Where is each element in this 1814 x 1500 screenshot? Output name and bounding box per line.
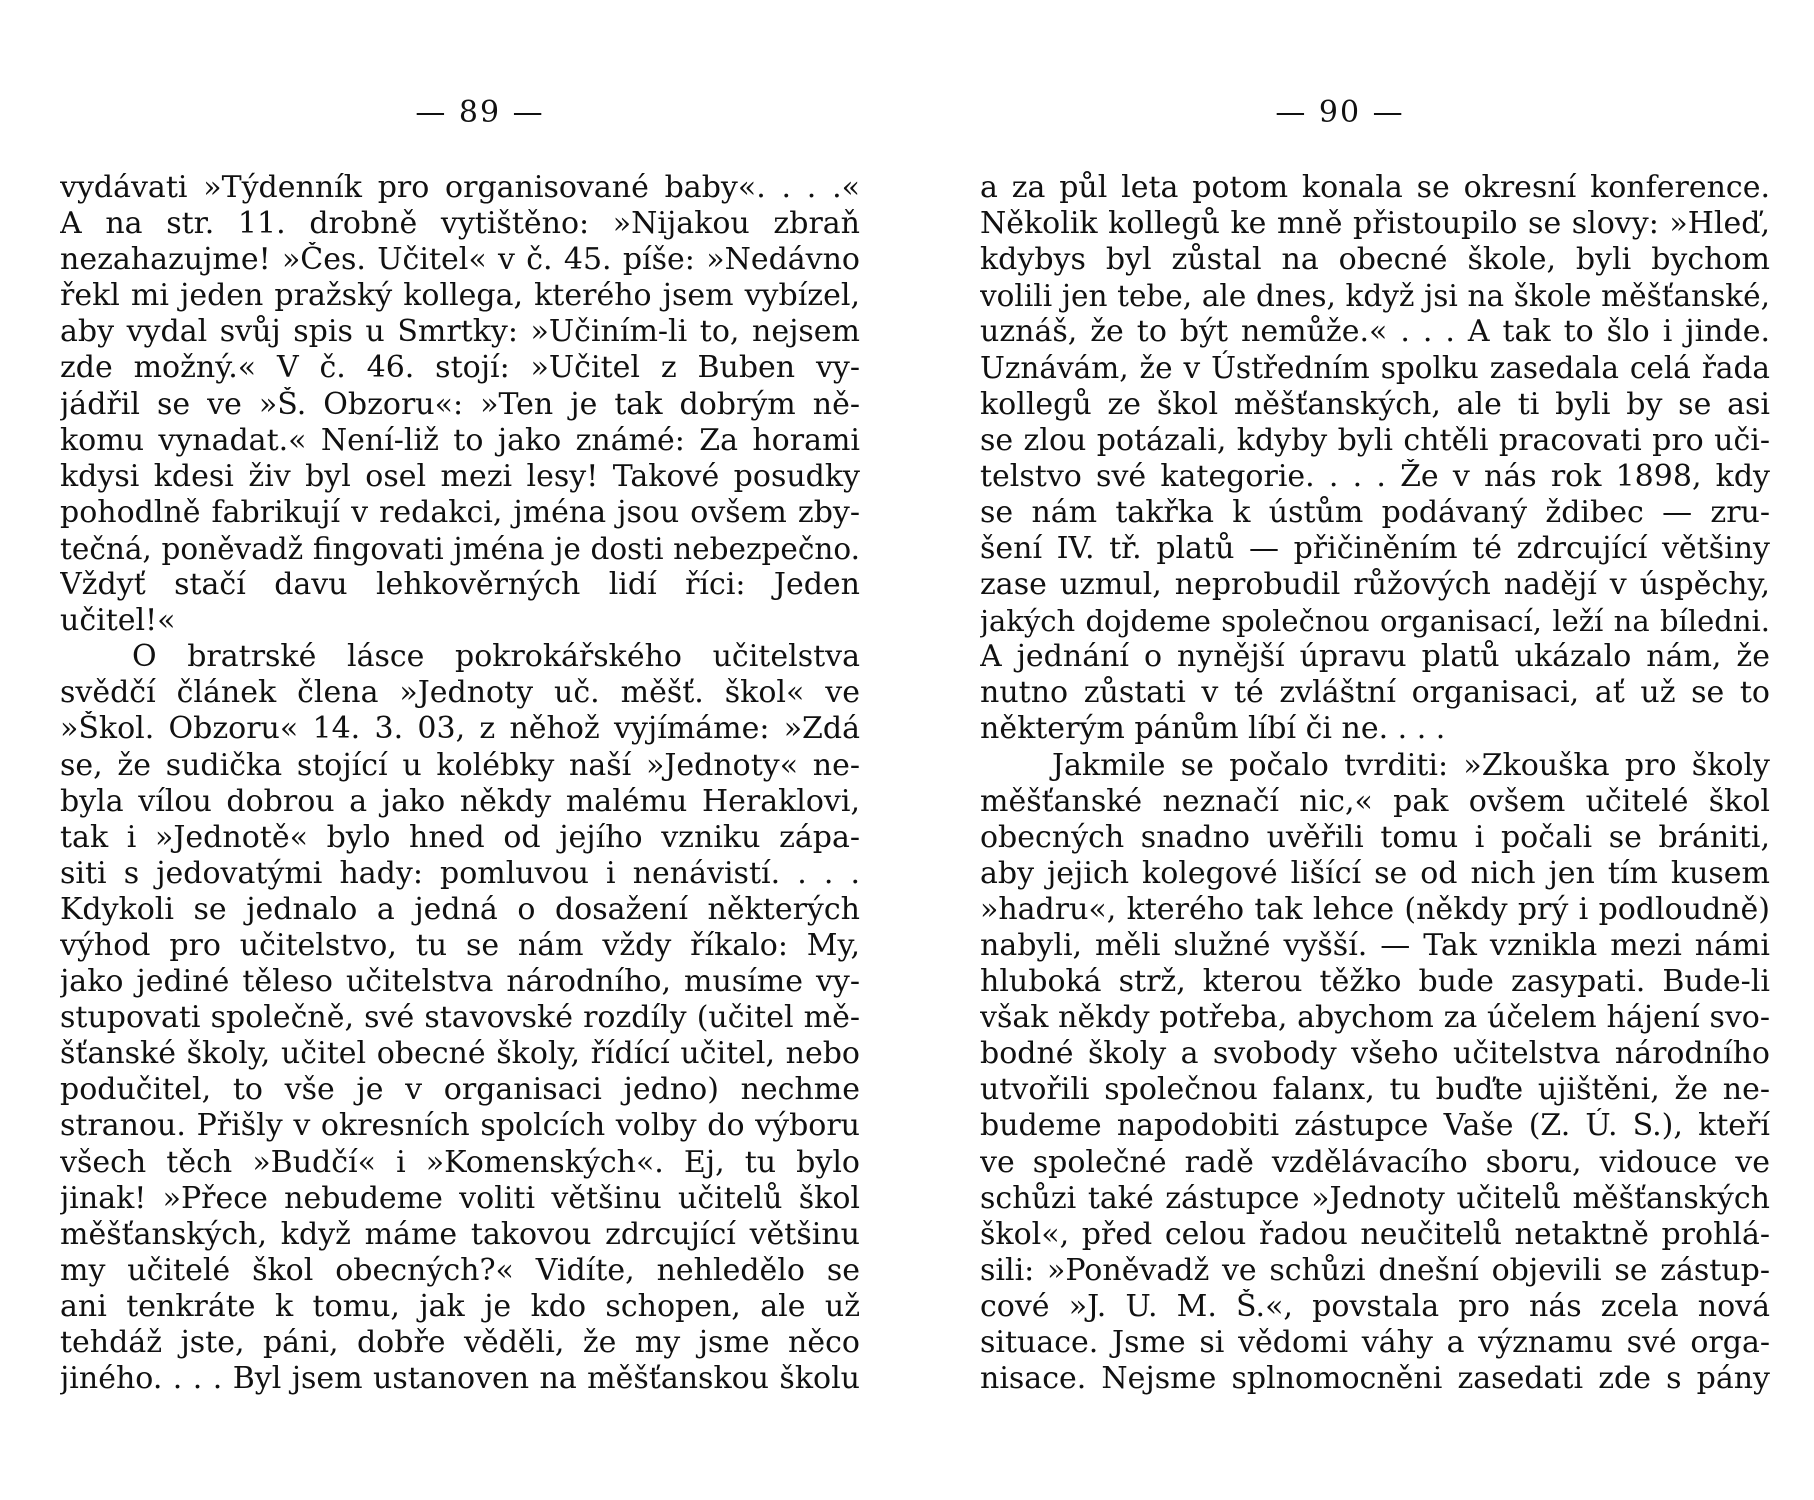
text-line: však někdy potřeba, abychom za účelem hájení svo- bbox=[980, 1000, 1770, 1036]
text-line: hluboká strž, kterou těžko bude zasypati. Bude-li bbox=[980, 964, 1770, 1000]
text-line: měšťanských, když máme takovou zdrcující většinu bbox=[60, 1216, 860, 1252]
text-line: tehdáž jste, páni, dobře věděli, že my jsme něco bbox=[60, 1325, 860, 1360]
text-line: nisace. Nejsme splnomocněni zasedati zde s pány bbox=[980, 1361, 1770, 1397]
text-line: svědčí článek člena »Jednoty uč. měšť. škol« ve bbox=[60, 675, 860, 711]
text-line: a za půl leta potom konala se okresní konference. bbox=[980, 170, 1770, 205]
text-line: jako jediné těleso učitelstva národního, musíme vy- bbox=[60, 964, 860, 1000]
right-page-text bbox=[980, 170, 1770, 1397]
text-line: jiného. . . . Byl jsem ustanoven na měšťanskou školu bbox=[60, 1361, 860, 1397]
text-line: my učitelé škol obecných?« Vidíte, nehledělo se bbox=[60, 1252, 860, 1288]
text-line: cové »J. U. M. Š.«, povstala pro nás zcela nová bbox=[980, 1288, 1770, 1324]
text-line: bodné školy a svobody všeho učitelstva národního bbox=[980, 1036, 1770, 1072]
text-line: se zlou potázali, kdyby byli chtěli pracovati pro uči- bbox=[980, 422, 1770, 458]
text-line: nutno zůstati v té zvláštní organisaci, ať už se to bbox=[980, 675, 1770, 711]
text-line: stupovati společně, své stavovské rozdíly (učitel mě- bbox=[60, 1000, 860, 1036]
text-line: telstvo své kategorie. . . . Že v nás rok 1898, kdy bbox=[980, 458, 1770, 494]
text-line: budeme napodobiti zástupce Vaše (Z. Ú. S.), kteří bbox=[980, 1108, 1770, 1144]
text-line: stranou. Přišly v okresních spolcích volby do výboru bbox=[60, 1108, 860, 1144]
text-line: byla vílou dobrou a jako někdy malému Heraklovi, bbox=[60, 783, 860, 819]
text-line: se, že sudička stojící u kolébky naší »Jednoty« ne- bbox=[60, 747, 860, 783]
left-page-text bbox=[60, 170, 860, 1397]
text-line: »Škol. Obzoru« 14. 3. 03, z něhož vyjímáme: »Zdá bbox=[60, 711, 860, 747]
text-line: volili jen tebe, ale dnes, když jsi na škole měšťanské, bbox=[980, 279, 1770, 314]
text-line: některým pánům líbí či ne. . . . bbox=[980, 711, 1446, 747]
text-line: jakých dojdeme společnou organisací, leží na bíledni. bbox=[980, 604, 1770, 639]
text-line: řekl mi jeden pražský kollega, kterého jsem vybízel, bbox=[60, 278, 860, 314]
text-line: zde možný.« V č. 46. stojí: »Učitel z Buben vy- bbox=[60, 350, 860, 386]
text-line: nabyli, měli služné vyšší. — Tak vznikla mezi námi bbox=[980, 927, 1770, 963]
text-line: kdybys byl zůstal na obecné škole, byli bychom bbox=[980, 242, 1770, 278]
text-line: se nám takřka k ústům podávaný ždibec — zru- bbox=[980, 494, 1770, 530]
text-line: A na str. 11. drobně vytištěno: »Nijakou zbraň bbox=[60, 206, 860, 242]
text-line: jádřil se ve »Š. Obzoru«: »Ten je tak dobrým ně- bbox=[60, 386, 860, 422]
text-line: všech těch »Budčí« i »Komenských«. Ej, tu bylo bbox=[60, 1144, 860, 1180]
text-line: podučitel, to vše je v organisaci jedno) nechme bbox=[60, 1072, 860, 1108]
text-line: Kdykoli se jednalo a jedná o dosažení některých bbox=[60, 891, 860, 927]
text-line: utvořili společnou falanx, tu buďte ujištěni, že ne- bbox=[980, 1072, 1770, 1108]
text-line: uznáš, že to být nemůže.« . . . A tak to šlo i jinde. bbox=[980, 314, 1770, 350]
page-number-left: — 89 — bbox=[415, 95, 545, 130]
text-line: učitel!« bbox=[60, 603, 176, 639]
text-line: Uznávám, že v Ústředním spolku zasedala celá řada bbox=[980, 351, 1770, 386]
text-line: kollegů ze škol měšťanských, ale ti byli by se asi bbox=[980, 386, 1770, 422]
text-line: Několik kollegů ke mně přistoupilo se slovy: »Hleď, bbox=[980, 206, 1770, 242]
text-line: jinak! »Přece nebudeme voliti většinu učitelů škol bbox=[60, 1180, 860, 1216]
text-line: situace. Jsme si vědomi váhy a významu své orga- bbox=[980, 1325, 1770, 1360]
text-line: O bratrské lásce pokrokářského učitelstva bbox=[132, 639, 860, 675]
text-line: aby vydal svůj spis u Smrtky: »Učiním-li to, nejsem bbox=[60, 314, 860, 350]
text-line: komu vynadat.« Není-liž to jako známé: Za horami bbox=[60, 422, 860, 458]
right-page bbox=[980, 0, 1770, 1500]
text-line: sili: »Poněvadž ve schůzi dnešní objevili se zástup- bbox=[980, 1252, 1770, 1288]
text-line: výhod pro učitelstvo, tu se nám vždy říkalo: My, bbox=[60, 927, 860, 963]
text-line: škol«, před celou řadou neučitelů netaktně prohlá- bbox=[980, 1216, 1770, 1252]
text-line: siti s jedovatými hady: pomluvou i nenávistí. . . . bbox=[60, 855, 860, 891]
text-line: šťanské školy, učitel obecné školy, řídící učitel, nebo bbox=[60, 1036, 860, 1072]
text-line: Jakmile se počalo tvrditi: »Zkouška pro školy bbox=[1052, 747, 1770, 783]
text-line: měšťanské neznačí nic,« pak ovšem učitelé škol bbox=[980, 783, 1770, 819]
text-line: pohodlně fabrikují v redakci, jména jsou ovšem zby- bbox=[60, 494, 860, 530]
text-line: schůzi také zástupce »Jednoty učitelů měšťanských bbox=[980, 1180, 1770, 1216]
text-line: ve společné radě vzdělávacího sboru, vidouce ve bbox=[980, 1144, 1770, 1180]
text-line: Vždyť stačí davu lehkověrných lidí říci: Jeden bbox=[60, 567, 860, 603]
text-line: nezahazujme! »Čes. Učitel« v č. 45. píše: »Nedávno bbox=[60, 242, 860, 278]
text-line: ani tenkráte k tomu, jak je kdo schopen, ale už bbox=[60, 1288, 860, 1324]
text-line: šení IV. tř. platů — přičiněním té zdrcující většiny bbox=[980, 530, 1770, 566]
text-line: tak i »Jednotě« bylo hned od jejího vzniku zápa- bbox=[60, 819, 860, 855]
left-page bbox=[60, 0, 860, 1500]
text-line: vydávati »Týdenník pro organisované baby«. . . .« bbox=[60, 170, 860, 205]
text-line: obecných snadno uvěřili tomu i počali se brániti, bbox=[980, 819, 1770, 855]
text-line: aby jejich kolegové lišící se od nich jen tím kusem bbox=[980, 855, 1770, 891]
text-line: »hadru«, kterého tak lehce (někdy prý i podloudně) bbox=[980, 891, 1770, 927]
text-line: kdysi kdesi živ byl osel mezi lesy! Takové posudky bbox=[60, 458, 860, 494]
page-number-right: — 90 — bbox=[1275, 95, 1405, 130]
text-line: A jednání o nynější úpravu platů ukázalo nám, že bbox=[980, 639, 1770, 675]
text-line: tečná, poněvadž fingovati jména je dosti nebezpečno. bbox=[60, 531, 860, 566]
text-line: zase uzmul, neprobudil růžových nadějí v úspěchy, bbox=[980, 567, 1770, 603]
